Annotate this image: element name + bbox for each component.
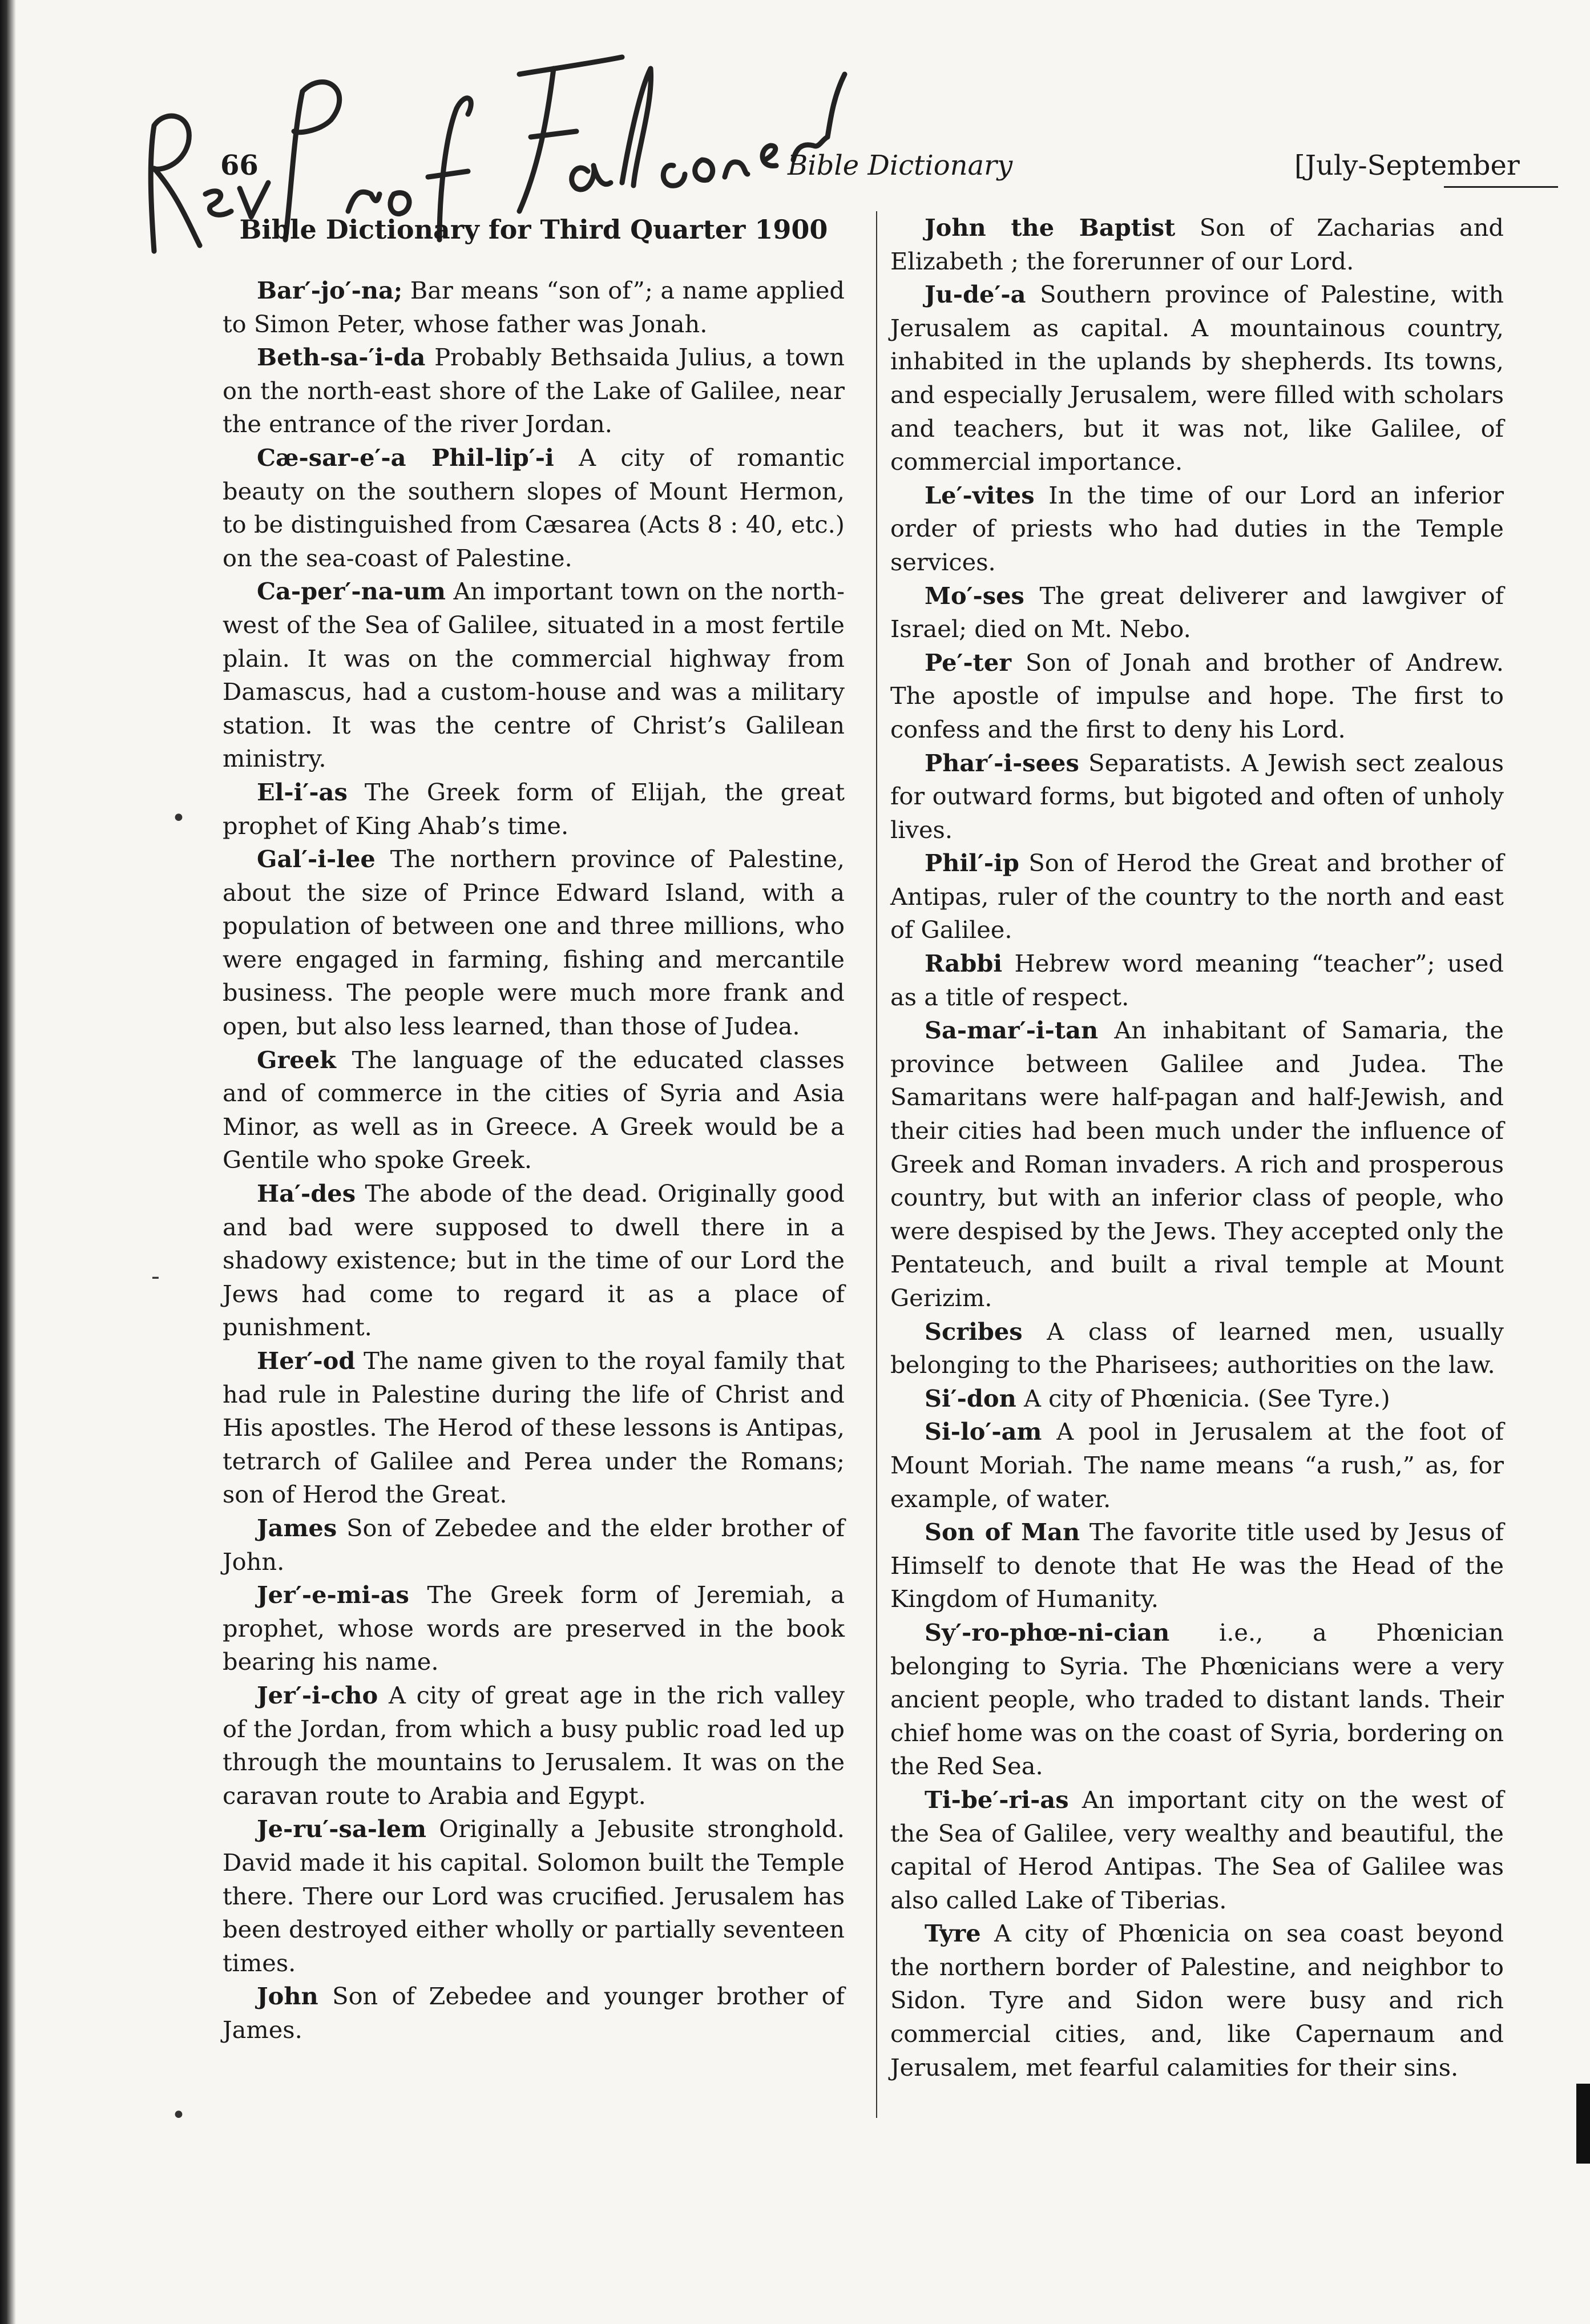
entry-headword: Her′-od (257, 1347, 356, 1375)
dictionary-entry (223, 1980, 845, 2047)
entry-definition: A city of great age in the rich valley of the Jordan, from which a busy public road led up through the mountains to Jerusalem. It was on the caravan route to Arabia and Egypt. (223, 1681, 845, 1810)
entry-definition: The language of the educated classes and of commerce in the cities of Syria and Asia Minor, as well as in Greece. A Greek would be a Gentile who spoke Greek. (223, 1045, 845, 1174)
entry-headword: Scribes (925, 1317, 1023, 1346)
entry-headword: El-i′-as (257, 778, 348, 806)
dictionary-entry (223, 1578, 845, 1679)
entry-definition: An important town on the north-west of the Sea of Galilee, situated in a most fertile plain. It was on the commercial highway from Damascus, had a custom-house and was a military station. It was the centre of Christ’s Galilean ministry. (223, 577, 845, 773)
entry-headword: Mo′-ses (925, 581, 1024, 610)
dictionary-entry (890, 278, 1504, 479)
entry-definition: An inhabitant of Samaria, the province between Galilee and Judea. The Samaritans were half-pagan and half-Jewish, and their cities had been much under the influence of Greek and Roman invaders. A rich and prosperous country, but with an inferior class of people, who were despised by the Jews. They accepted only the Pentateuch, and built a rival temple at Mount Gerizim. (890, 1016, 1504, 1312)
dictionary-entry (890, 1014, 1504, 1315)
margin-mark: - (151, 1262, 160, 1291)
page-header (0, 150, 1590, 195)
entry-definition: An important city on the west of the Sea of Galilee, very wealthy and beautiful, the capital of Herod Antipas. The Sea of Galilee was also called Lake of Tiberias. (890, 1785, 1504, 1914)
entry-headword: Bar′-jo′-na; (257, 276, 403, 304)
left-column (223, 211, 845, 2047)
quarter-label: [July-September (1294, 150, 1520, 182)
entry-headword: Ti-be′-ri-as (925, 1785, 1069, 1814)
margin-mark: • (171, 804, 186, 833)
running-title: Bible Dictionary (788, 150, 1013, 182)
dictionary-entry (223, 1044, 845, 1177)
dictionary-entry (890, 1783, 1504, 1917)
entry-definition: In the time of our Lord an inferior order of priests who had duties in the Temple services. (890, 481, 1504, 576)
entry-headword: John (257, 1982, 318, 2011)
entry-definition: Probably Bethsaida Julius, a town on the north-east shore of the Lake of Galilee, near the entrance of the river Jordan. (223, 343, 845, 438)
dictionary-entry (890, 947, 1504, 1014)
entry-headword: Sy′-ro-phœ-ni-cian (925, 1618, 1170, 1646)
dictionary-entry (223, 1679, 845, 1813)
entry-headword: James (257, 1513, 337, 1542)
entry-headword: Si′-don (925, 1384, 1016, 1412)
entry-definition: A class of learned men, usually belonging to the Pharisees; authorities on the law. (890, 1317, 1504, 1379)
entry-headword: Greek (257, 1045, 336, 1074)
dictionary-entry (890, 479, 1504, 579)
dictionary-entry (890, 579, 1504, 646)
entry-definition: A pool in Jerusalem at the foot of Mount Moriah. The name means “a rush,” as, for example, of water. (890, 1417, 1504, 1513)
dictionary-entry (890, 1516, 1504, 1616)
entry-definition: Bar means “son of”; a name applied to Simon Peter, whose father was Jonah. (223, 276, 845, 338)
dictionary-entry (890, 1382, 1504, 1416)
entry-definition: The Greek form of Elijah, the great prophet of King Ahab’s time. (223, 778, 845, 840)
entry-definition: Hebrew word meaning “teacher”; used as a title of respect. (890, 949, 1504, 1011)
dictionary-entry (223, 776, 845, 843)
dictionary-entry (223, 575, 845, 776)
dictionary-entry (223, 1813, 845, 1980)
entry-definition: Son of Zebedee and the elder brother of John. (223, 1513, 845, 1576)
entry-definition: Son of Herod the Great and brother of Antipas, ruler of the country to the north and east of Galilee. (890, 849, 1504, 944)
entry-headword: Phar′-i-sees (925, 748, 1079, 777)
column-divider (876, 211, 877, 2118)
dictionary-entry (223, 1177, 845, 1344)
scan-left-edge (0, 0, 16, 2324)
entry-definition: A city of romantic beauty on the southern slopes of Mount Hermon, to be distinguished from Cæsarea (Acts 8 : 40, etc.) on the sea-coast of Palestine. (223, 443, 845, 572)
entry-headword: Rabbi (925, 949, 1003, 978)
dictionary-entry (890, 1415, 1504, 1516)
entry-headword: Je-ru′-sa-lem (257, 1815, 427, 1843)
dictionary-entry (890, 1616, 1504, 1783)
entry-headword: Beth-sa-′i-da (257, 343, 426, 372)
dictionary-entry (890, 211, 1504, 278)
entry-headword: Le′-vites (925, 481, 1035, 509)
entry-definition: i.e., a Phœnician belonging to Syria. The Phœnicians were a very ancient people, who traded to distant lands. Their chief home was on the coast of Syria, bordering on the Red Sea. (890, 1618, 1504, 1781)
header-rule (1444, 186, 1558, 188)
dictionary-entry (890, 847, 1504, 947)
entry-definition: Originally a Jebusite stronghold. David made it his capital. Solomon built the Temple there. There our Lord was crucified. Jerusalem has been destroyed either wholly or partially seventeen times. (223, 1815, 845, 1977)
entry-definition: The great deliverer and lawgiver of Israel; died on Mt. Nebo. (890, 581, 1504, 643)
entry-definition: The abode of the dead. Originally good and bad were supposed to dwell there in a shadowy existence; but in the time of our Lord the Jews had come to regard it as a place of punishment. (223, 1179, 845, 1342)
entry-headword: Cæ-sar-e′-a Phil-lip′-i (257, 443, 554, 472)
dictionary-entry (223, 274, 845, 341)
entry-definition: Son of Zebedee and younger brother of James. (223, 1982, 845, 2044)
entry-definition: Son of Zacharias and Elizabeth ; the forerunner of our Lord. (890, 214, 1504, 275)
entry-definition: A city of Phœnicia. (See Tyre.) (1023, 1384, 1390, 1412)
entry-definition: Southern province of Palestine, with Jerusalem as capital. A mountainous country, inhabited in the uplands by shepherds. Its towns, and especially Jerusalem, were filled with scholars and teachers, but it was not, like Galilee, of commercial importance. (890, 280, 1504, 476)
dictionary-entry (223, 1344, 845, 1512)
dictionary-entry (223, 441, 845, 575)
entry-headword: Pe′-ter (925, 648, 1012, 676)
page-number: 66 (220, 150, 259, 182)
entry-headword: Ha′-des (257, 1179, 356, 1208)
scan-right-edge-mark (1576, 2084, 1590, 2164)
entry-headword: Son of Man (925, 1518, 1080, 1546)
dictionary-entry (890, 646, 1504, 747)
dictionary-entry (223, 843, 845, 1044)
dictionary-entry (223, 1512, 845, 1578)
right-column (890, 211, 1504, 2084)
entry-headword: John the Baptist (925, 214, 1176, 241)
entry-definition: The Greek form of Jeremiah, a prophet, whose words are preserved in the book bearing his name. (223, 1581, 845, 1676)
entry-definition: Separatists. A Jewish sect zealous for outward forms, but bigoted and often of unholy lives. (890, 748, 1504, 844)
entry-definition: The favorite title used by Jesus of Himself to denote that He was the Head of the Kingdom of Humanity. (890, 1518, 1504, 1613)
margin-mark: • (171, 2101, 186, 2130)
entry-headword: Ju-de′-a (925, 280, 1026, 309)
entry-headword: Jer′-i-cho (257, 1681, 378, 1709)
entry-headword: Gal′-i-lee (257, 845, 376, 873)
dictionary-entry (890, 1315, 1504, 1382)
entry-headword: Ca-per′-na-um (257, 577, 446, 606)
entry-headword: Jer′-e-mi-as (257, 1581, 409, 1609)
dictionary-entry (890, 747, 1504, 847)
entry-definition: The name given to the royal family that had rule in Palestine during the life of Christ and His apostles. The Herod of these lessons is Antipas, tetrarch of Galilee and Perea under the Romans; son of Herod the Great. (223, 1347, 845, 1509)
entry-headword: Tyre (925, 1919, 981, 1948)
entry-headword: Sa-mar′-i-tan (925, 1016, 1099, 1045)
entry-headword: Phil′-ip (925, 849, 1019, 877)
entry-definition: The northern province of Palestine, about the size of Prince Edward Island, with a population of between one and three millions, who were engaged in farming, fishing and mercantile business. The people were much more frank and open, but also less learned, than those of Judea. (223, 845, 845, 1041)
page-title: Bible Dictionary for Third Quarter 1900 (239, 214, 828, 245)
entry-definition: Son of Jonah and brother of Andrew. The apostle of impulse and hope. The first to confess and the first to deny his Lord. (890, 648, 1504, 743)
entry-headword: Si-lo′-am (925, 1417, 1042, 1446)
dictionary-entry (223, 341, 845, 441)
entry-definition: A city of Phœnicia on sea coast beyond the northern border of Palestine, and neighbor to Sidon. Tyre and Sidon were busy and rich commercial cities, and, like Capernaum and Jerusalem, met fearful calamities for their sins. (890, 1919, 1504, 2081)
dictionary-entry (890, 1917, 1504, 2084)
